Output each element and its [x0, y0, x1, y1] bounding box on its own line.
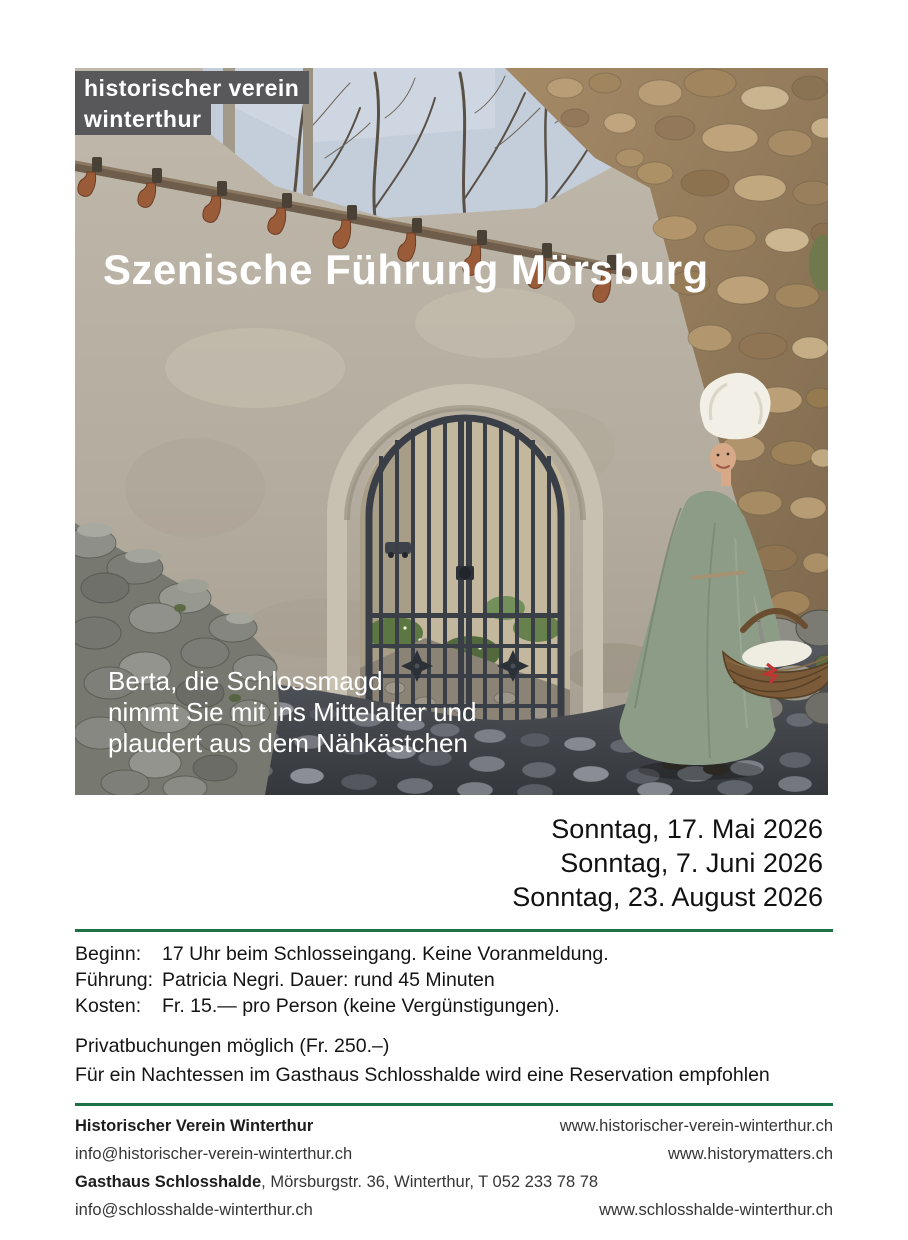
detail-value: Fr. 15.— pro Person (keine Vergünstigungen). [162, 995, 560, 1017]
event-title: Szenische Führung Mörsburg [103, 246, 709, 293]
footer-email: info@historischer-verein-winterthur.ch [75, 1145, 353, 1163]
event-date: Sonntag, 17. Mai 2026 [551, 814, 823, 844]
note-line: Für ein Nachtessen im Gasthaus Schlosshalde wird eine Reservation empfohlen [75, 1064, 770, 1086]
divider-bottom [75, 1103, 833, 1106]
event-date: Sonntag, 7. Juni 2026 [560, 848, 823, 878]
detail-row [75, 967, 609, 993]
footer-website: www.historymatters.ch [667, 1145, 833, 1163]
booking-notes [75, 1032, 770, 1090]
footer-website: www.historischer-verein-winterthur.ch [559, 1117, 833, 1135]
footer-left [75, 1112, 313, 1140]
contact-footer [75, 1112, 833, 1224]
castle-photo [75, 68, 828, 795]
caption-line: plaudert aus dem Nähkästchen [108, 728, 468, 758]
caption-line: nimmt Sie mit ins Mittelalter und [108, 697, 477, 727]
detail-value: 17 Uhr beim Schlosseingang. Keine Voranmeldung. [162, 943, 609, 965]
detail-label: Kosten: [75, 995, 142, 1017]
restaurant-name: Gasthaus Schlosshalde [75, 1173, 262, 1191]
footer-row [75, 1140, 833, 1168]
divider-top [75, 929, 833, 932]
footer-left [75, 1140, 352, 1168]
event-details [75, 941, 609, 1019]
footer-website: www.schlosshalde-winterthur.ch [599, 1201, 833, 1219]
logo-line-2: winterthur [75, 104, 211, 135]
detail-label: Führung: [75, 969, 154, 991]
logo-historischer-verein [75, 71, 309, 135]
footer-row [75, 1196, 833, 1224]
detail-row [75, 941, 609, 967]
footer-left [75, 1196, 313, 1224]
note-line: Privatbuchungen möglich (Fr. 250.–) [75, 1035, 390, 1057]
detail-row [75, 993, 609, 1019]
logo-line-1: historischer verein [75, 71, 309, 104]
caption-line: Berta, die Schlossmagd [108, 666, 383, 696]
photo-caption [108, 666, 476, 759]
detail-value: Patricia Negri. Dauer: rund 45 Minuten [162, 969, 495, 991]
organization-name: Historischer Verein Winterthur [75, 1117, 314, 1135]
footer-email: info@schlosshalde-winterthur.ch [75, 1201, 313, 1219]
footer-row [75, 1168, 833, 1196]
detail-label: Beginn: [75, 943, 142, 965]
event-dates [512, 812, 823, 914]
footer-left [75, 1168, 598, 1196]
footer-row [75, 1112, 833, 1140]
event-date: Sonntag, 23. August 2026 [512, 882, 823, 912]
restaurant-address: , Mörsburgstr. 36, Winterthur, T 052 233 78 78 [261, 1173, 599, 1191]
